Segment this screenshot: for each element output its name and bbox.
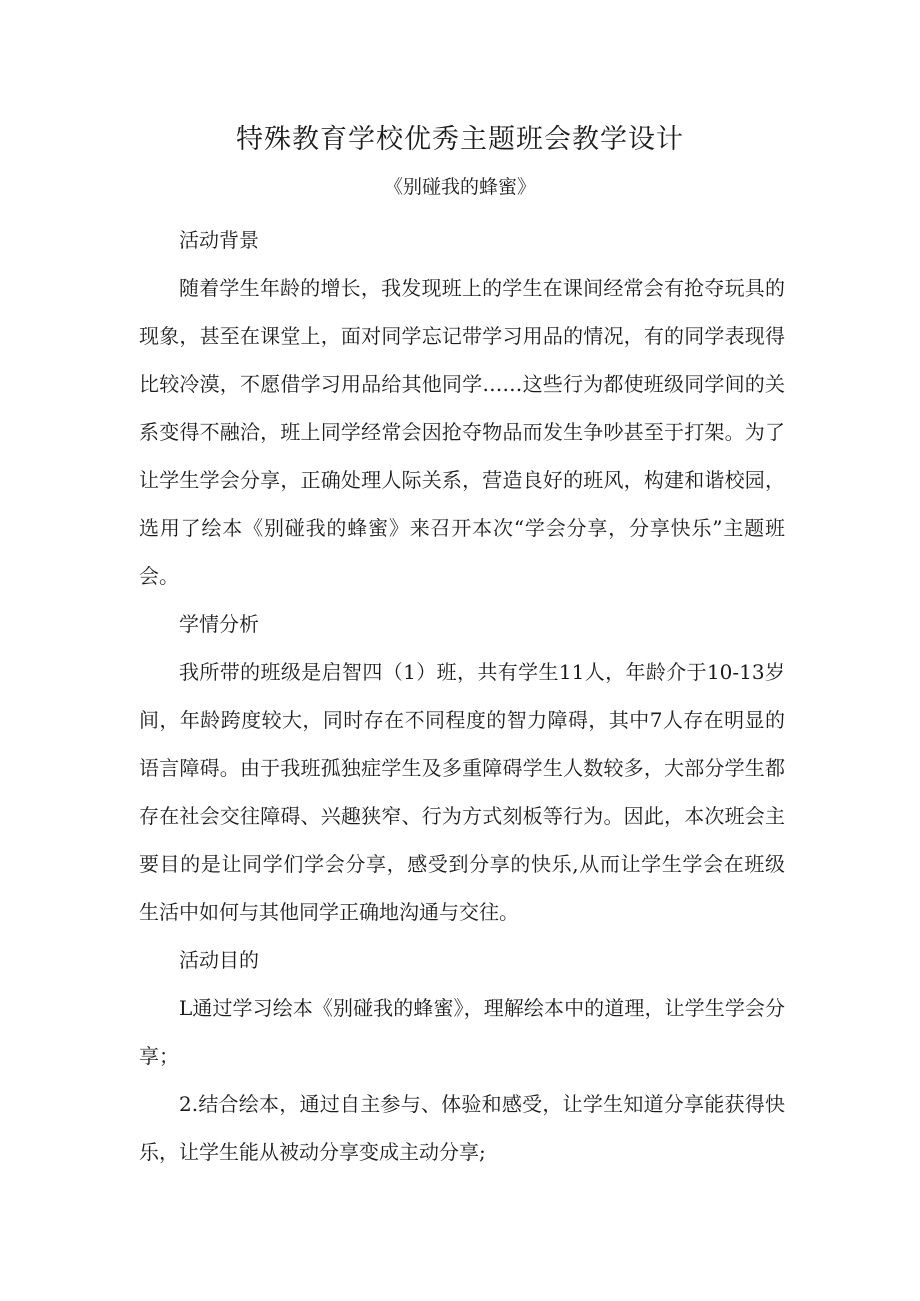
- page-subtitle: 《别碰我的蜂蜜》: [383, 176, 536, 198]
- section-paragraph: 随着学生年龄的增长，我发现班上的学生在课间经常会有抢夺玩具的现象，甚至在课堂上，面对同学忘记带学习用品的情况，有的同学表现得比较冷漠，不愿借学习用品给其他同学……这些行为都使班级同学间的关系变得不融洽，班上同学经常会因抢夺物品而发生争吵甚至于打架。为了让学生学会分享，正确处理人际关系，营造良好的班风，构建和谐校园，选用了绘本《别碰我的蜂蜜》来召开本次“学会分享，分享快乐”主题班会。: [139, 276, 785, 588]
- section-heading-analysis: 学情分析: [179, 612, 259, 636]
- section-heading-purpose: 活动目的: [179, 948, 259, 972]
- list-item: L通过学习绘本《别碰我的蜂蜜》，理解绘本中的道理，让学生学会分享；: [139, 996, 785, 1068]
- section-paragraph: 我所带的班级是启智四（1）班，共有学生11人，年龄介于10-13岁间，年龄跨度较大，同时存在不同程度的智力障碍，其中7人存在明显的语言障碍。由于我班孤独症学生及多重障碍学生人数较多，大部分学生都存在社会交往障碍、兴趣狭窄、行为方式刻板等行为。因此，本次班会主要目的是让同学们学会分享，感受到分享的快乐,从而让学生学会在班级生活中如何与其他同学正确地沟通与交往。: [139, 660, 785, 924]
- document-body: [139, 216, 785, 1176]
- list-item: 2.结合绘本，通过自主参与、体验和感受，让学生知道分享能获得快乐，让学生能从被动分享变成主动分享;: [139, 1092, 785, 1164]
- section-heading-background: 活动背景: [179, 228, 259, 252]
- page-title: 特殊教育学校优秀主题班会教学设计: [236, 124, 684, 155]
